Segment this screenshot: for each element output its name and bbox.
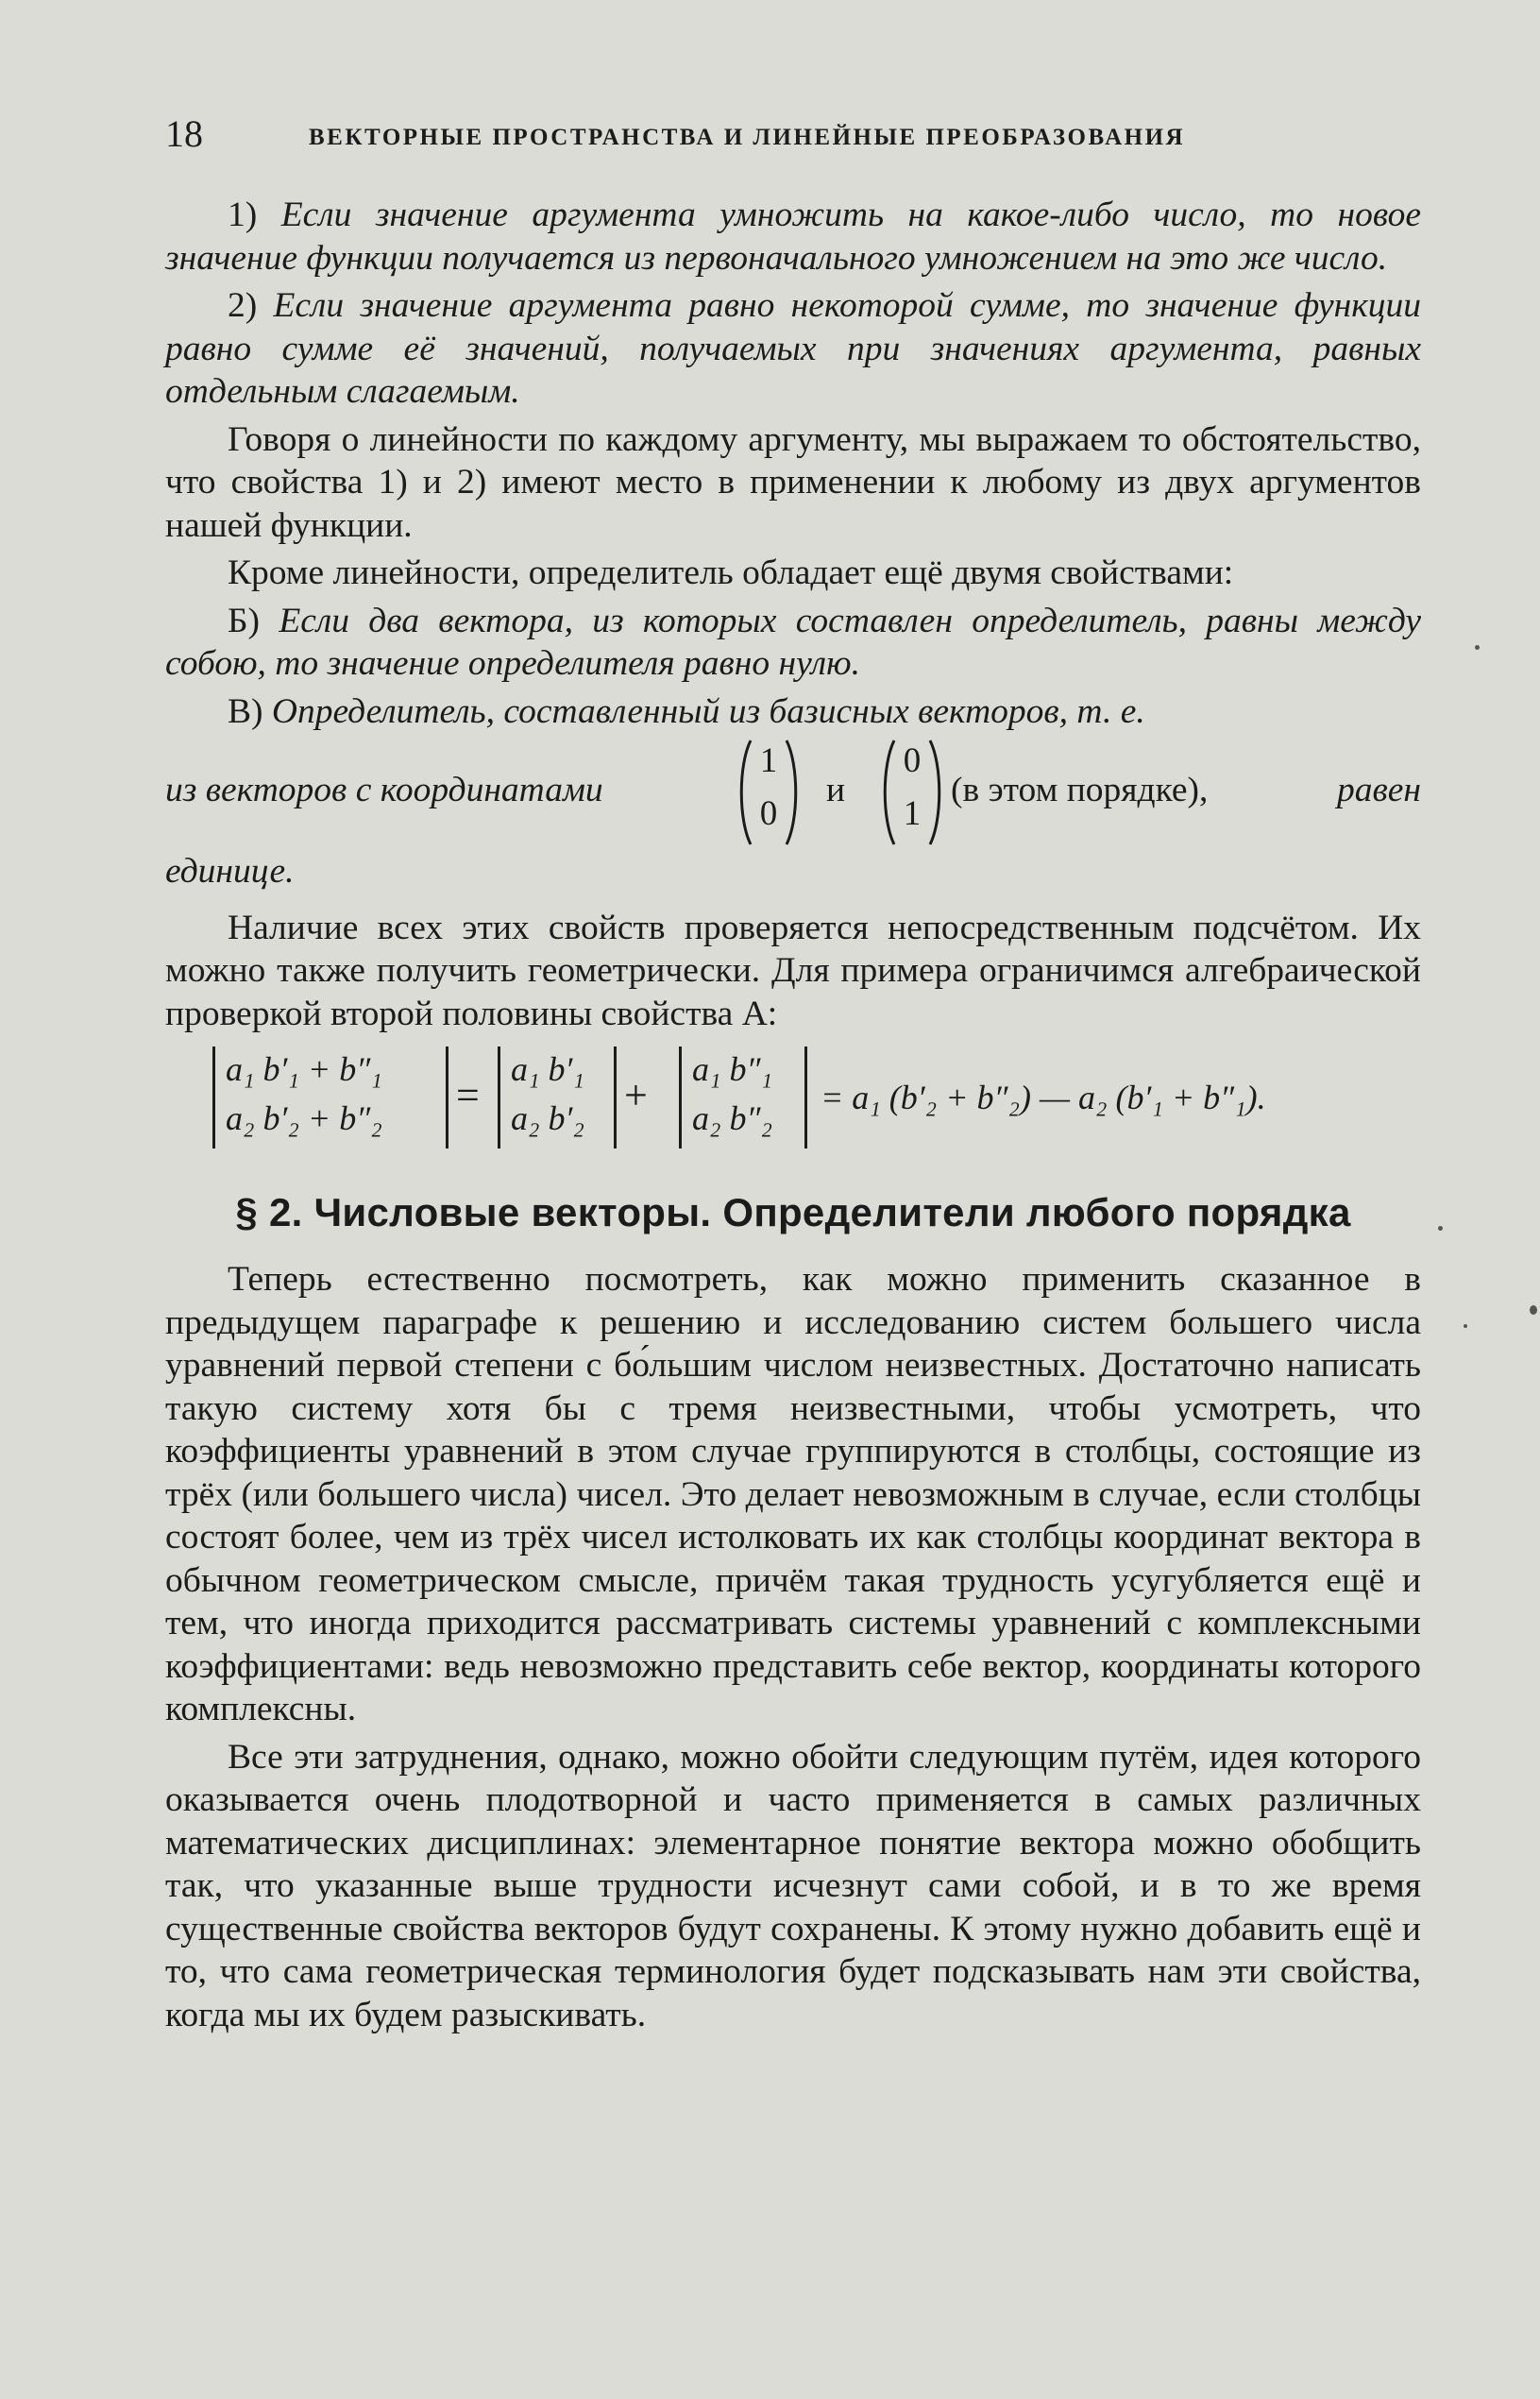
determinant-1-left-bar xyxy=(212,1046,215,1148)
determinant-1 xyxy=(212,1041,448,1152)
vector-1-bottom: 0 xyxy=(759,794,778,833)
page-number: 18 xyxy=(165,112,203,155)
determinant-1-row-1: a₁ b′₁ + b″₁ xyxy=(226,1050,382,1088)
determinant-3-right-bar xyxy=(804,1046,807,1148)
property-v-text: Определитель, составленный из базисных векторов, т. е. xyxy=(271,691,1145,731)
equals-sign: = xyxy=(456,1072,480,1118)
paragraph-section-2-second: Все эти затруднения, однако, можно обойти следующим путём, идея которого оказывается очень плодотворной и часто применяется в самых различных математических дисциплинах: элементарное понятие вектора можно обобщить так, что указанные выше трудности исчезнут сами собой, и в то же время существенные свойства векторов будут сохранены. К этому нужно добавить ещё и то, что сама геометрическая терминология будет подсказывать нам эти свойства, когда мы их будем разыскивать. xyxy=(165,1737,1421,2034)
basis-line-end: равен xyxy=(1336,771,1421,809)
scan-speck xyxy=(1438,1226,1443,1231)
property-1 xyxy=(165,194,1421,280)
page-body xyxy=(165,194,1421,2036)
formula-right-side: = a₁ (b′₂ + b″₂) — a₂ (b′₁ + b″₁). xyxy=(821,1079,1266,1116)
plus-sign: + xyxy=(624,1072,648,1118)
determinant-3-left-bar xyxy=(679,1046,682,1148)
determinant-2-row-2: a₂ b′₂ xyxy=(511,1099,584,1137)
property-b-text: Если два вектора, из которых составлен определитель, равны между собою, то значение определителя равно нулю. xyxy=(165,601,1421,683)
property-2-label: 2) xyxy=(228,286,258,325)
property-2-text: Если значение аргумента равно некоторой сумме, то значение функции равно сумме её значений, получаемых при значениях аргумента, равных отдельным слагаемым. xyxy=(165,286,1422,411)
property-v-line3: единице. xyxy=(165,852,295,891)
vector-2-bottom: 1 xyxy=(903,794,922,833)
scan-speck xyxy=(1464,1324,1467,1328)
paragraph-more-properties: Кроме линейности, определитель обладает ещё двумя свойствами: xyxy=(228,553,1234,592)
determinant-2-left-bar xyxy=(498,1046,500,1148)
determinant-3 xyxy=(679,1041,807,1152)
paragraph-section-2-first: Теперь естественно посмотреть, как можно применить сказанное в предыдущем параграфе к решению и исследованию систем большего числа уравнений первой степени с бо́льшим числом неизвестных. Достаточно написать такую систему хотя бы с тремя неизвестными, чтобы усмотреть, что коэффициенты уравнений в этом случае группируются в столбцы, состоящие из трёх (или большего числа) чисел. Это делает невозможным в случае, если столбцы состоят более, чем из трёх чисел истолковать их как столбцы координат вектора в обычном геометрическом смысле, причём такая трудность усугубляется ещё и тем, что иногда приходится рассматривать системы уравнений с комплексными коэффициентами: ведь невозможно представить себе вектор, координаты которого комплексны. xyxy=(165,1260,1421,1728)
paragraph-linearity: Говоря о линейности по каждому аргументу, мы выражаем то обстоятельство, что свойства 1) и 2) имеют место в применении к любому из двух аргументов нашей функции. xyxy=(165,419,1421,545)
property-b-label: Б) xyxy=(228,601,261,640)
property-b xyxy=(165,600,1421,686)
scan-speck xyxy=(1475,645,1480,650)
determinant-1-right-bar xyxy=(446,1046,448,1148)
determinant-2-row-1: a₁ b′₁ xyxy=(511,1050,584,1088)
vector-2-top: 0 xyxy=(903,741,922,780)
scan-speck xyxy=(1530,1305,1537,1315)
basis-vector-1 xyxy=(736,737,802,848)
property-1-text: Если значение аргумента умножить на какое-либо число, то новое значение функции получается из первоначального умножением на это же число. xyxy=(165,196,1422,278)
basis-order-note: (в этом порядке), xyxy=(951,771,1209,809)
determinant-2-right-bar xyxy=(614,1046,617,1148)
section-title: § 2. Числовые векторы. Определители любого порядка xyxy=(235,1190,1351,1234)
vector-1-top: 1 xyxy=(759,741,778,780)
basis-conjunction: и xyxy=(826,771,846,809)
basis-vector-2 xyxy=(879,737,945,848)
basis-vectors-line xyxy=(165,737,1421,850)
determinant-3-row-2: a₂ b″₂ xyxy=(692,1099,773,1137)
determinant-3-row-1: a₁ b″₁ xyxy=(692,1050,773,1088)
determinant-formula xyxy=(165,1041,1421,1154)
property-v-ending xyxy=(165,850,1421,893)
running-title: ВЕКТОРНЫЕ ПРОСТРАНСТВА И ЛИНЕЙНЫЕ ПРЕОБРАЗОВАНИЯ xyxy=(309,125,1186,150)
paragraph-check: Наличие всех этих свойств проверяется непосредственным подсчётом. Их можно также получить геометрически. Для примера ограничимся алгебраической проверкой второй половины свойства А: xyxy=(165,908,1421,1033)
page-header xyxy=(165,111,1421,168)
property-v xyxy=(165,690,1421,734)
determinant-2 xyxy=(498,1041,617,1152)
basis-line-start: из векторов с координатами xyxy=(165,771,603,809)
determinant-1-row-2: a₂ b′₂ + b″₂ xyxy=(226,1099,382,1137)
property-2 xyxy=(165,284,1421,414)
property-v-label: В) xyxy=(228,691,263,731)
property-1-label: 1) xyxy=(228,196,258,234)
